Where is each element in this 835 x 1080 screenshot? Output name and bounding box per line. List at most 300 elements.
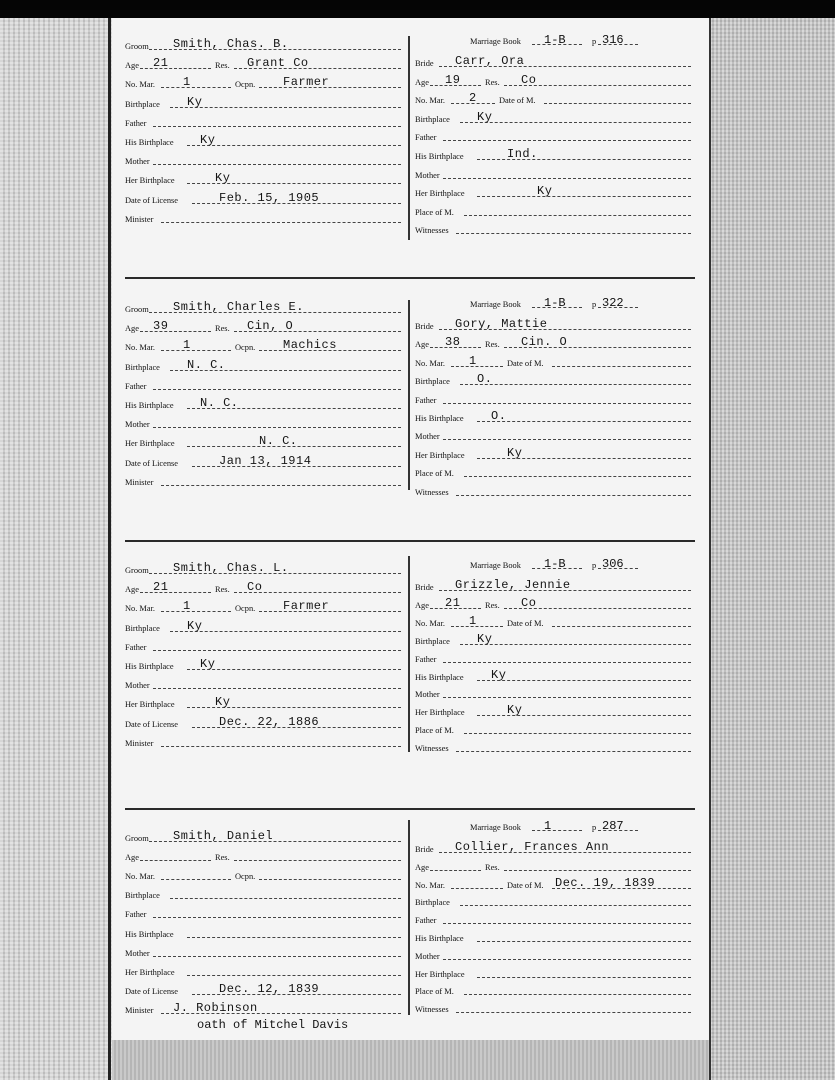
record-2-groom-nomar-ocpn: [125, 337, 401, 355]
record-2-groom-her-birthplace-label: Her Birthplace: [125, 439, 175, 449]
record-1-bride-age-res-value-2: Co: [521, 72, 537, 87]
record-1-groom-father-label: Father: [125, 118, 147, 128]
record-3-bride-age-res-label-2: Res.: [485, 600, 500, 610]
record-1-bride-age-res-label-1: Age: [415, 77, 429, 87]
record-1-groom-age-res-line-1: [140, 68, 211, 69]
record-3-bride-his-birthplace-line: [477, 680, 691, 681]
record-3-groom-birthplace-value: Ky: [187, 618, 203, 633]
record-4-bride-name: [415, 839, 691, 857]
record-2-bride-witnesses: [415, 482, 691, 500]
record-3-groom-nomar-ocpn-label-2: Ocpn.: [235, 604, 256, 614]
record-2-groom-age-res-value-1: 39: [153, 319, 169, 334]
record-1-groom-mother: [125, 151, 401, 169]
record-2-bride-nomar-date-label-1: No. Mar.: [415, 358, 446, 368]
record-2-groom-date-of-license-label: Date of License: [125, 458, 179, 468]
record-2-groom-his-birthplace-value: N. C.: [200, 396, 239, 410]
record-1-bride-her-birthplace-line: [477, 196, 691, 197]
record-3-column-divider: [408, 556, 410, 752]
record-1-groom-his-birthplace-line: [187, 145, 401, 146]
record-3-groom-minister: [125, 733, 401, 751]
record-2-bride-place-of-m: [415, 463, 691, 481]
record-2-bride-birthplace-label: Birthplace: [415, 377, 450, 387]
record-1-bride-mother-line: [443, 178, 691, 179]
record-4-groom-nomar-ocpn-label-1: No. Mar.: [125, 872, 156, 882]
page-right-rule: [709, 18, 711, 1080]
record-4-groom-his-birthplace-line: [187, 937, 401, 938]
record-3-bride-nomar-date-value-1: 1: [469, 613, 477, 628]
record-3-groom-age-res-label-2: Res.: [215, 585, 230, 595]
record-1-groom-his-birthplace-value: Ky: [200, 133, 216, 147]
record-3-groom-age-res-label-1: Age: [125, 585, 139, 595]
record-3-marriage-book-value: 1-B: [544, 557, 566, 571]
record-3-separator: [125, 808, 695, 810]
record-3-groom-birthplace-label: Birthplace: [125, 623, 160, 633]
record-1-groom-nomar-ocpn-value-2: Farmer: [283, 75, 330, 90]
record-2-bride-her-birthplace-value: Ky: [507, 445, 523, 460]
record-2-groom-nomar-ocpn-label-2: Ocpn.: [235, 343, 256, 353]
record-3-bride-nomar-date-label-2: Date of M.: [507, 618, 544, 628]
record-4-bride-her-birthplace-label: Her Birthplace: [415, 969, 465, 979]
record-1-bride-father-label: Father: [415, 133, 437, 143]
record-4-groom-age-res-line-2: [234, 860, 401, 861]
record-2-bride-his-birthplace-value: O.: [491, 409, 507, 423]
record-1-bride-place-of-m-label: Place of M.: [415, 207, 454, 217]
record-3-groom-date-of-license: [125, 714, 401, 732]
record-2-groom-father-line: [153, 389, 401, 390]
scan-margin-bottom: [112, 1040, 710, 1080]
record-1-bride-age-res-value-1: 19: [445, 72, 461, 87]
record-2-bride-father-line: [443, 403, 691, 404]
record-1-groom-age-res-value-2: Grant Co: [247, 56, 309, 71]
record-2-marriage-book: [470, 296, 640, 312]
record-1-bride-birthplace-label: Birthplace: [415, 114, 450, 124]
record-3-bride-his-birthplace: [415, 667, 691, 685]
record-2-groom-nomar-ocpn-label-1: No. Mar.: [125, 343, 156, 353]
record-1-marriage-book-value: 1-B: [544, 33, 566, 47]
record-4-bride-birthplace-line: [460, 905, 691, 906]
record-4-bride-witnesses-label: Witnesses: [415, 1005, 449, 1015]
record-3-bride-name-label: Bride: [415, 583, 434, 592]
record-4-groom-her-birthplace-label: Her Birthplace: [125, 967, 175, 977]
record-1-bride-his-birthplace-value: Ind.: [507, 147, 538, 161]
record-3-groom-nomar-ocpn-value-1: 1: [183, 599, 191, 614]
record-1-column-divider: [408, 36, 410, 240]
record-4-bride-place-of-m-label: Place of M.: [415, 987, 454, 997]
record-1-bride-birthplace-value: Ky: [477, 109, 493, 124]
record-2-groom-nomar-ocpn-value-1: 1: [183, 338, 191, 353]
record-4-marriage-book-value: 1: [544, 819, 552, 833]
record-4-bride-nomar-date-label-2: Date of M.: [507, 880, 544, 890]
record-1-groom-minister: [125, 209, 401, 227]
record-4-groom-nomar-ocpn-label-2: Ocpn.: [235, 872, 256, 882]
record-3-bride-father-label: Father: [415, 654, 437, 664]
record-1-bride-her-birthplace: [415, 183, 691, 201]
record-4-bride-name-label: Bride: [415, 845, 434, 854]
record-3-bride-birthplace-line: [460, 644, 691, 645]
record-4-bride-her-birthplace: [415, 964, 691, 982]
record-3-groom-his-birthplace: [125, 656, 401, 674]
record-3-bride-birthplace-value: Ky: [477, 631, 493, 646]
record-1-bride-witnesses-label: Witnesses: [415, 226, 449, 236]
record-1-groom-father-line: [153, 126, 401, 127]
record-4-bride-age-res-line-1: [430, 870, 481, 871]
record-2-bride-place-of-m-line: [464, 476, 691, 477]
record-2-groom-his-birthplace-label: His Birthplace: [125, 401, 174, 410]
record-3-groom-his-birthplace-value: Ky: [200, 657, 216, 671]
record-1-bride-name-label: Bride: [415, 59, 434, 68]
record-3-groom-date-of-license-value: Dec. 22, 1886: [219, 714, 320, 729]
record-4-groom-minister: [125, 1000, 401, 1018]
record-2-groom-birthplace-value: N. C.: [187, 357, 226, 372]
record-2-groom-birthplace: [125, 357, 401, 375]
record-1-bride-mother-label: Mother: [415, 170, 440, 180]
record-4-groom-his-birthplace-label: His Birthplace: [125, 929, 174, 939]
record-4-bride-witnesses-line: [456, 1012, 691, 1013]
record-2-groom-nomar-ocpn-line-1: [161, 350, 231, 351]
record-4-groom-her-birthplace: [125, 962, 401, 980]
record-4-bride-birthplace: [415, 892, 691, 910]
record-3-bride-father: [415, 649, 691, 667]
record-4-bride-birthplace-label: Birthplace: [415, 898, 450, 908]
record-2-bride-birthplace: [415, 371, 691, 389]
record-2-marriage-book-value: 1-B: [544, 296, 566, 310]
record-4-groom-age-res-label-2: Res.: [215, 853, 230, 863]
record-4-bride-place-of-m: [415, 981, 691, 999]
record-1-groom-age-res: [125, 55, 401, 73]
record-2-bride-nomar-date: [415, 353, 691, 371]
record-1-groom-mother-label: Mother: [125, 157, 150, 167]
record-1-bride-nomar-date-label-2: Date of M.: [499, 96, 536, 106]
record-4-groom-age-res-label-1: Age: [125, 853, 139, 863]
record-1-groom-birthplace-value: Ky: [187, 94, 203, 109]
record-4-groom-date-of-license-label: Date of License: [125, 986, 179, 996]
record-2-bride-father-label: Father: [415, 395, 437, 405]
record-1-groom-age-res-label-2: Res.: [215, 61, 230, 71]
record-3-groom-name-value: Smith, Chas. L.: [173, 561, 289, 575]
record-1-separator: [125, 277, 695, 279]
record-4-groom-her-birthplace-line: [187, 975, 401, 976]
record-1-page-value: 316: [602, 33, 624, 47]
record-4-groom-minister-value: J. Robinson: [173, 1000, 258, 1015]
record-4-groom-date-of-license-value: Dec. 12, 1839: [219, 981, 320, 996]
record-3-groom-name: [125, 560, 401, 578]
record-1-groom-nomar-ocpn-label-1: No. Mar.: [125, 80, 156, 90]
record-3-groom-age-res-value-2: Co: [247, 580, 263, 595]
scan-margin-left-texture: [0, 18, 112, 1080]
record-3-groom-father: [125, 637, 401, 655]
record-4-marriage-book: [470, 819, 640, 835]
record-4-groom-father: [125, 904, 401, 922]
record-3-groom-mother-line: [153, 688, 401, 689]
record-2-groom-nomar-ocpn-value-2: Machics: [283, 338, 337, 353]
record-4-groom-name-value: Smith, Daniel: [173, 829, 274, 843]
record-4-groom-his-birthplace: [125, 924, 401, 942]
record-2-groom-mother-line: [153, 427, 401, 428]
record-3-groom-minister-line: [161, 746, 401, 747]
record-1-groom-minister-label: Minister: [125, 214, 154, 224]
record-1-bride-witnesses: [415, 220, 691, 238]
record-2-groom-minister-line: [161, 485, 401, 486]
record-4-bride-mother-label: Mother: [415, 951, 440, 961]
record-3-bride-birthplace: [415, 631, 691, 649]
record-2-groom-her-birthplace: [125, 433, 401, 451]
record-3-bride-her-birthplace: [415, 702, 691, 720]
record-2-groom-name: [125, 299, 401, 317]
record-3-groom-nomar-ocpn-value-2: Farmer: [283, 599, 330, 614]
record-3-groom-date-of-license-label: Date of License: [125, 719, 179, 729]
record-3-groom-age-res: [125, 579, 401, 597]
record-2-groom-date-of-license-value: Jan 13, 1914: [219, 453, 312, 468]
record-4-groom-nomar-ocpn-line-1: [161, 879, 231, 880]
record-1-groom-her-birthplace-label: Her Birthplace: [125, 176, 175, 186]
record-4-bride-age-res-label-1: Age: [415, 862, 429, 872]
record-1-bride-mother: [415, 165, 691, 183]
record-2-bride-nomar-date-label-2: Date of M.: [507, 358, 544, 368]
record-4-groom-age-res-line-1: [140, 860, 211, 861]
record-4-bride-age-res-label-2: Res.: [485, 862, 500, 872]
record-2-bride-age-res-value-2: Cin. O: [521, 335, 568, 350]
record-3-bride-witnesses: [415, 738, 691, 756]
record-3-groom-nomar-ocpn-line-1: [161, 611, 231, 612]
record-1-groom-father: [125, 113, 401, 131]
record-4-bride-mother: [415, 946, 691, 964]
record-2-bride-birthplace-line: [460, 384, 691, 385]
record-4-note: oath of Mitchel Davis: [197, 1018, 349, 1032]
record-2-bride-her-birthplace-label: Her Birthplace: [415, 450, 465, 460]
record-4-groom-birthplace: [125, 885, 401, 903]
record-3-groom-name-label: Groom: [125, 566, 149, 575]
scan-top-edge: [0, 0, 835, 18]
record-1-groom-age-res-label-1: Age: [125, 61, 139, 71]
record-2-bride-nomar-date-line-1: [451, 366, 503, 367]
record-3-groom-nomar-ocpn-line-2: [259, 611, 402, 612]
record-2-groom-father: [125, 376, 401, 394]
record-1-marriage-book-label: Marriage Book: [470, 37, 521, 46]
record-2-page-value: 322: [602, 296, 624, 310]
record-2-separator: [125, 540, 695, 542]
record-2-groom-birthplace-label: Birthplace: [125, 362, 160, 372]
record-3-groom-age-res-value-1: 21: [153, 580, 169, 595]
record-3-bride-birthplace-label: Birthplace: [415, 636, 450, 646]
record-1-bride-name-value: Carr, Ora: [455, 54, 525, 68]
record-1-bride-age-res: [415, 72, 691, 90]
record-2-bride-nomar-date-value-1: 1: [469, 353, 477, 368]
record-2-bride-age-res: [415, 334, 691, 352]
record-2-bride-nomar-date-line-2: [552, 366, 691, 367]
record-3-bride-age-res: [415, 595, 691, 613]
record-2-bride-his-birthplace-label: His Birthplace: [415, 414, 464, 423]
record-1-groom-his-birthplace: [125, 132, 401, 150]
record-4-bride-place-of-m-line: [464, 994, 691, 995]
record-2-groom-mother-label: Mother: [125, 420, 150, 430]
record-4-groom-age-res: [125, 847, 401, 865]
record-3-bride-nomar-date: [415, 613, 691, 631]
record-2-bride-name-label: Bride: [415, 322, 434, 331]
record-1-groom-nomar-ocpn-value-1: 1: [183, 75, 191, 90]
record-4-groom-name: [125, 828, 401, 846]
record-3-bride-father-line: [443, 662, 691, 663]
record-3-bride-nomar-date-line-1: [451, 626, 503, 627]
record-2-bride-witnesses-label: Witnesses: [415, 487, 449, 497]
record-3-groom-nomar-ocpn: [125, 598, 401, 616]
record-1-groom-name-label: Groom: [125, 42, 149, 51]
record-3-bride-nomar-date-line-2: [552, 626, 691, 627]
record-3-bride-place-of-m-label: Place of M.: [415, 726, 454, 736]
record-1-page-label: p: [592, 37, 597, 46]
record-1-groom-birthplace-label: Birthplace: [125, 99, 160, 109]
record-2-bride-mother-line: [443, 439, 691, 440]
record-3-groom-father-line: [153, 650, 401, 651]
record-1-bride-nomar-date-line-2: [544, 103, 691, 104]
record-1-bride-nomar-date-value-1: 2: [469, 91, 477, 106]
record-4-page-label: p: [592, 823, 597, 832]
record-3-bride-age-res-value-1: 21: [445, 595, 461, 610]
record-4-bride-father-line: [443, 923, 691, 924]
record-3-bride-nomar-date-label-1: No. Mar.: [415, 618, 446, 628]
record-4-bride-her-birthplace-line: [477, 977, 691, 978]
record-3-groom-father-label: Father: [125, 642, 147, 652]
record-4-bride-father: [415, 910, 691, 928]
record-4-groom-birthplace-label: Birthplace: [125, 891, 160, 901]
record-2-page-label: p: [592, 300, 597, 309]
record-3-bride-mother: [415, 684, 691, 702]
record-4-bride-age-res: [415, 857, 691, 875]
record-3-bride-mother-label: Mother: [415, 690, 440, 700]
record-1-groom-nomar-ocpn-label-2: Ocpn.: [235, 80, 256, 90]
record-4-groom-nomar-ocpn-line-2: [259, 879, 402, 880]
record-4-groom-mother-line: [153, 956, 401, 957]
record-4-marriage-book-line: [532, 830, 582, 831]
record-3-groom-age-res-line-1: [140, 592, 211, 593]
record-2-groom-minister-label: Minister: [125, 477, 154, 487]
record-3-bride-witnesses-label: Witnesses: [415, 744, 449, 754]
record-2-groom-age-res-line-1: [140, 331, 211, 332]
record-2-groom-her-birthplace-value: N. C.: [259, 434, 298, 449]
record-1-bride-place-of-m: [415, 202, 691, 220]
record-3-marriage-book: [470, 557, 640, 573]
record-4-groom-father-label: Father: [125, 910, 147, 920]
record-4-groom-date-of-license: [125, 981, 401, 999]
record-1-groom-date-of-license: [125, 190, 401, 208]
record-2-groom-minister: [125, 472, 401, 490]
record-4-page-value: 287: [602, 819, 624, 833]
record-4-bride-mother-line: [443, 959, 691, 960]
record-4-bride-father-label: Father: [415, 916, 437, 926]
record-2-groom-age-res-label-2: Res.: [215, 324, 230, 334]
record-1-bride-age-res-label-2: Res.: [485, 77, 500, 87]
record-2-bride-father: [415, 390, 691, 408]
record-1-groom-birthplace: [125, 94, 401, 112]
record-4-bride-his-birthplace-label: His Birthplace: [415, 934, 464, 943]
record-1-groom-minister-line: [161, 222, 401, 223]
record-4-bride-his-birthplace: [415, 928, 691, 946]
record-3-groom-his-birthplace-label: His Birthplace: [125, 662, 174, 671]
record-4-groom-mother: [125, 943, 401, 961]
record-1-groom-name-value: Smith, Chas. B.: [173, 37, 289, 51]
record-2-groom-name-label: Groom: [125, 305, 149, 314]
record-2-bride-his-birthplace: [415, 408, 691, 426]
record-3-bride-place-of-m-line: [464, 733, 691, 734]
record-3-groom-mother-label: Mother: [125, 681, 150, 691]
record-3-groom-his-birthplace-line: [187, 669, 401, 670]
record-3-bride-place-of-m: [415, 720, 691, 738]
record-2-column-divider: [408, 300, 410, 490]
record-4-bride-nomar-date-line-1: [451, 888, 503, 889]
record-2-groom-date-of-license: [125, 453, 401, 471]
record-4-groom-birthplace-line: [170, 898, 401, 899]
record-3-groom-birthplace: [125, 618, 401, 636]
record-3-groom-mother: [125, 675, 401, 693]
record-4-groom-name-label: Groom: [125, 834, 149, 843]
record-4-bride-nomar-date-label-1: No. Mar.: [415, 880, 446, 890]
record-2-groom-mother: [125, 414, 401, 432]
record-4-bride-age-res-line-2: [504, 870, 691, 871]
record-1-groom-mother-line: [153, 164, 401, 165]
record-1-bride-birthplace-line: [460, 122, 691, 123]
record-2-groom-age-res-value-2: Cin, O: [247, 319, 294, 334]
record-2-bride-name-value: Gory, Mattie: [455, 317, 548, 331]
record-1-bride-father: [415, 127, 691, 145]
record-1-groom-his-birthplace-label: His Birthplace: [125, 138, 174, 147]
record-1-groom-age-res-value-1: 21: [153, 56, 169, 71]
record-1-groom-nomar-ocpn-line-1: [161, 87, 231, 88]
record-1-bride-his-birthplace: [415, 146, 691, 164]
record-3-bride-his-birthplace-label: His Birthplace: [415, 672, 464, 682]
record-3-bride-mother-line: [443, 697, 691, 698]
record-2-bride-mother: [415, 426, 691, 444]
record-3-groom-her-birthplace: [125, 694, 401, 712]
record-3-bride-her-birthplace-label: Her Birthplace: [415, 708, 465, 718]
record-1-bride-place-of-m-line: [464, 215, 691, 216]
record-4-groom-mother-label: Mother: [125, 948, 150, 958]
record-1-bride-witnesses-line: [456, 233, 691, 234]
record-3-bride-age-res-label-1: Age: [415, 600, 429, 610]
record-3-page-label: p: [592, 561, 597, 570]
record-2-groom-his-birthplace: [125, 395, 401, 413]
record-2-bride-witnesses-line: [456, 495, 691, 496]
record-3-groom-her-birthplace-label: Her Birthplace: [125, 700, 175, 710]
record-1-bride-her-birthplace-label: Her Birthplace: [415, 189, 465, 199]
record-2-bride-place-of-m-label: Place of M.: [415, 469, 454, 479]
record-1-groom-birthplace-line: [170, 107, 401, 108]
record-1-groom-her-birthplace-value: Ky: [215, 171, 231, 186]
record-3-bride-witnesses-line: [456, 751, 691, 752]
record-4-column-divider: [408, 820, 410, 1015]
record-2-groom-age-res-label-1: Age: [125, 324, 139, 334]
record-1-groom-name: [125, 36, 401, 54]
record-3-page-value: 306: [602, 557, 624, 571]
record-1-groom-her-birthplace: [125, 170, 401, 188]
page-left-rule: [108, 18, 111, 1080]
record-3-groom-birthplace-line: [170, 631, 401, 632]
record-2-bride-birthplace-value: O.: [477, 372, 493, 387]
record-2-groom-age-res: [125, 318, 401, 336]
record-2-bride-age-res-value-1: 38: [445, 335, 461, 350]
record-2-bride-his-birthplace-line: [477, 421, 691, 422]
record-4-bride-nomar-date-value-2: Dec. 19, 1839: [555, 875, 656, 890]
record-3-bride-name-value: Grizzle, Jennie: [455, 578, 571, 592]
record-4-bride-nomar-date: [415, 875, 691, 893]
record-1-bride-birthplace: [415, 109, 691, 127]
record-2-groom-name-value: Smith, Charles E.: [173, 300, 304, 314]
record-2-bride-name: [415, 316, 691, 334]
record-4-bride-witnesses: [415, 999, 691, 1017]
record-4-bride-his-birthplace-line: [477, 941, 691, 942]
record-2-groom-father-label: Father: [125, 381, 147, 391]
record-1-bride-name: [415, 53, 691, 71]
record-2-marriage-book-label: Marriage Book: [470, 300, 521, 309]
record-1-groom-date-of-license-label: Date of License: [125, 195, 179, 205]
